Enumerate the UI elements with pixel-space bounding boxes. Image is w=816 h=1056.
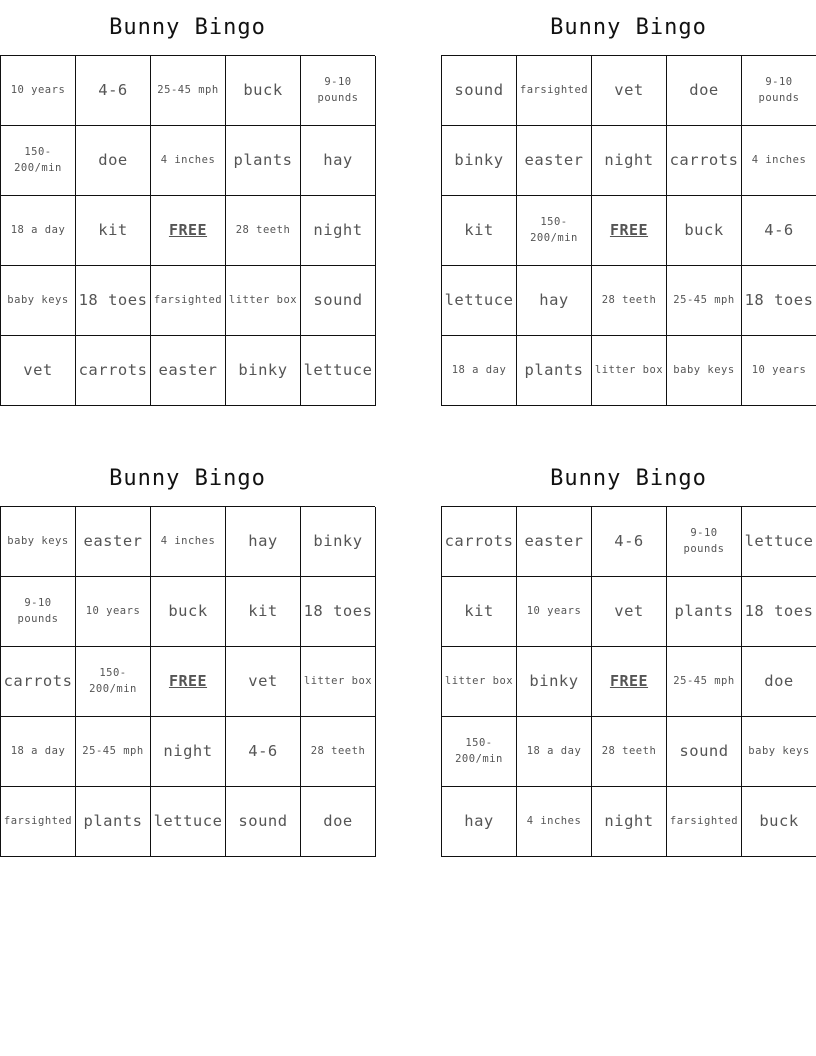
bingo-cell: doe <box>76 126 151 196</box>
bingo-cell: doe <box>301 787 376 857</box>
bingo-cell: 10 years <box>76 577 151 647</box>
bingo-cell: lettuce <box>442 266 517 336</box>
bingo-cell: easter <box>151 336 226 406</box>
bingo-cell: sound <box>226 787 301 857</box>
bingo-cell: 28 teeth <box>592 266 667 336</box>
bingo-cell: hay <box>301 126 376 196</box>
bingo-cell: 18 toes <box>742 577 816 647</box>
bingo-cell: 10 years <box>517 577 592 647</box>
free-space-cell: FREE <box>592 196 667 266</box>
bingo-cell: 150-200/min <box>517 196 592 266</box>
bingo-card-4 <box>441 451 816 831</box>
bingo-cell: kit <box>226 577 301 647</box>
bingo-cell: 150-200/min <box>76 647 151 717</box>
card-title: Bunny Bingo <box>109 15 266 40</box>
bingo-cell: 4-6 <box>742 196 816 266</box>
bingo-cell: 25-45 mph <box>667 266 742 336</box>
bingo-grid <box>441 506 816 857</box>
bingo-cell: easter <box>517 126 592 196</box>
bingo-cell: 18 toes <box>301 577 376 647</box>
free-space-cell: FREE <box>151 196 226 266</box>
bingo-cell: 4 inches <box>742 126 816 196</box>
bingo-grid <box>441 55 816 406</box>
bingo-cell: doe <box>667 56 742 126</box>
bingo-cell: buck <box>742 787 816 857</box>
bingo-cell: 9-10 pounds <box>667 507 742 577</box>
card-title: Bunny Bingo <box>550 466 707 491</box>
bingo-cell: 9-10 pounds <box>1 577 76 647</box>
bingo-cell: carrots <box>1 647 76 717</box>
bingo-cell: carrots <box>76 336 151 406</box>
bingo-cell: plants <box>667 577 742 647</box>
bingo-cell: 4-6 <box>76 56 151 126</box>
bingo-cell: 4 inches <box>151 126 226 196</box>
free-space-cell: FREE <box>151 647 226 717</box>
bingo-cell: kit <box>442 196 517 266</box>
card-title: Bunny Bingo <box>550 15 707 40</box>
bingo-cell: binky <box>301 507 376 577</box>
bingo-cell: vet <box>1 336 76 406</box>
bingo-cell: binky <box>517 647 592 717</box>
bingo-cell: 28 teeth <box>592 717 667 787</box>
bingo-cell: baby keys <box>1 507 76 577</box>
bingo-cell: lettuce <box>301 336 376 406</box>
bingo-cell: 150-200/min <box>442 717 517 787</box>
bingo-cell: vet <box>592 577 667 647</box>
bingo-cell: 18 a day <box>442 336 517 406</box>
bingo-cell: 150-200/min <box>1 126 76 196</box>
bingo-cell: kit <box>442 577 517 647</box>
bingo-cell: night <box>592 126 667 196</box>
bingo-cell: lettuce <box>151 787 226 857</box>
bingo-cell: binky <box>226 336 301 406</box>
bingo-cell: carrots <box>442 507 517 577</box>
bingo-cell: 25-45 mph <box>151 56 226 126</box>
bingo-cell: 9-10 pounds <box>742 56 816 126</box>
free-space-cell: FREE <box>592 647 667 717</box>
bingo-cell: 9-10 pounds <box>301 56 376 126</box>
bingo-cell: litter box <box>226 266 301 336</box>
bingo-cell: easter <box>517 507 592 577</box>
bingo-cell: buck <box>226 56 301 126</box>
bingo-cell: farsighted <box>517 56 592 126</box>
bingo-cell: 4-6 <box>592 507 667 577</box>
bingo-cell: hay <box>517 266 592 336</box>
bingo-cell: farsighted <box>1 787 76 857</box>
bingo-cell: 18 a day <box>1 717 76 787</box>
bingo-cell: plants <box>76 787 151 857</box>
bingo-cell: farsighted <box>151 266 226 336</box>
bingo-cell: plants <box>517 336 592 406</box>
bingo-cell: litter box <box>301 647 376 717</box>
bingo-cell: 28 teeth <box>301 717 376 787</box>
bingo-cell: night <box>151 717 226 787</box>
bingo-cell: binky <box>442 126 517 196</box>
bingo-cell: hay <box>226 507 301 577</box>
bingo-cell: 4 inches <box>517 787 592 857</box>
bingo-cell: doe <box>742 647 816 717</box>
bingo-cell: baby keys <box>742 717 816 787</box>
bingo-card-2 <box>441 0 816 380</box>
bingo-cell: baby keys <box>1 266 76 336</box>
bingo-cell: 18 a day <box>1 196 76 266</box>
bingo-card-3 <box>0 451 375 831</box>
bingo-cell: plants <box>226 126 301 196</box>
bingo-cell: sound <box>301 266 376 336</box>
bingo-cell: farsighted <box>667 787 742 857</box>
bingo-cell: 18 toes <box>742 266 816 336</box>
bingo-cell: vet <box>226 647 301 717</box>
bingo-cell: lettuce <box>742 507 816 577</box>
bingo-cell: kit <box>76 196 151 266</box>
bingo-cell: 4 inches <box>151 507 226 577</box>
bingo-grid <box>0 55 375 406</box>
bingo-cell: litter box <box>442 647 517 717</box>
bingo-cell: buck <box>667 196 742 266</box>
card-title: Bunny Bingo <box>109 466 266 491</box>
bingo-cell: baby keys <box>667 336 742 406</box>
bingo-cell: 25-45 mph <box>76 717 151 787</box>
bingo-cell: 18 a day <box>517 717 592 787</box>
bingo-cell: sound <box>667 717 742 787</box>
bingo-cell: hay <box>442 787 517 857</box>
bingo-grid <box>0 506 375 857</box>
bingo-cell: 10 years <box>1 56 76 126</box>
bingo-cell: 4-6 <box>226 717 301 787</box>
bingo-cell: night <box>592 787 667 857</box>
bingo-cell: vet <box>592 56 667 126</box>
bingo-cell: litter box <box>592 336 667 406</box>
bingo-cell: 28 teeth <box>226 196 301 266</box>
bingo-cell: carrots <box>667 126 742 196</box>
bingo-cell: easter <box>76 507 151 577</box>
bingo-cell: buck <box>151 577 226 647</box>
bingo-cell: 25-45 mph <box>667 647 742 717</box>
bingo-cell: sound <box>442 56 517 126</box>
bingo-cell: 10 years <box>742 336 816 406</box>
bingo-card-1 <box>0 0 375 380</box>
bingo-cell: night <box>301 196 376 266</box>
bingo-cell: 18 toes <box>76 266 151 336</box>
